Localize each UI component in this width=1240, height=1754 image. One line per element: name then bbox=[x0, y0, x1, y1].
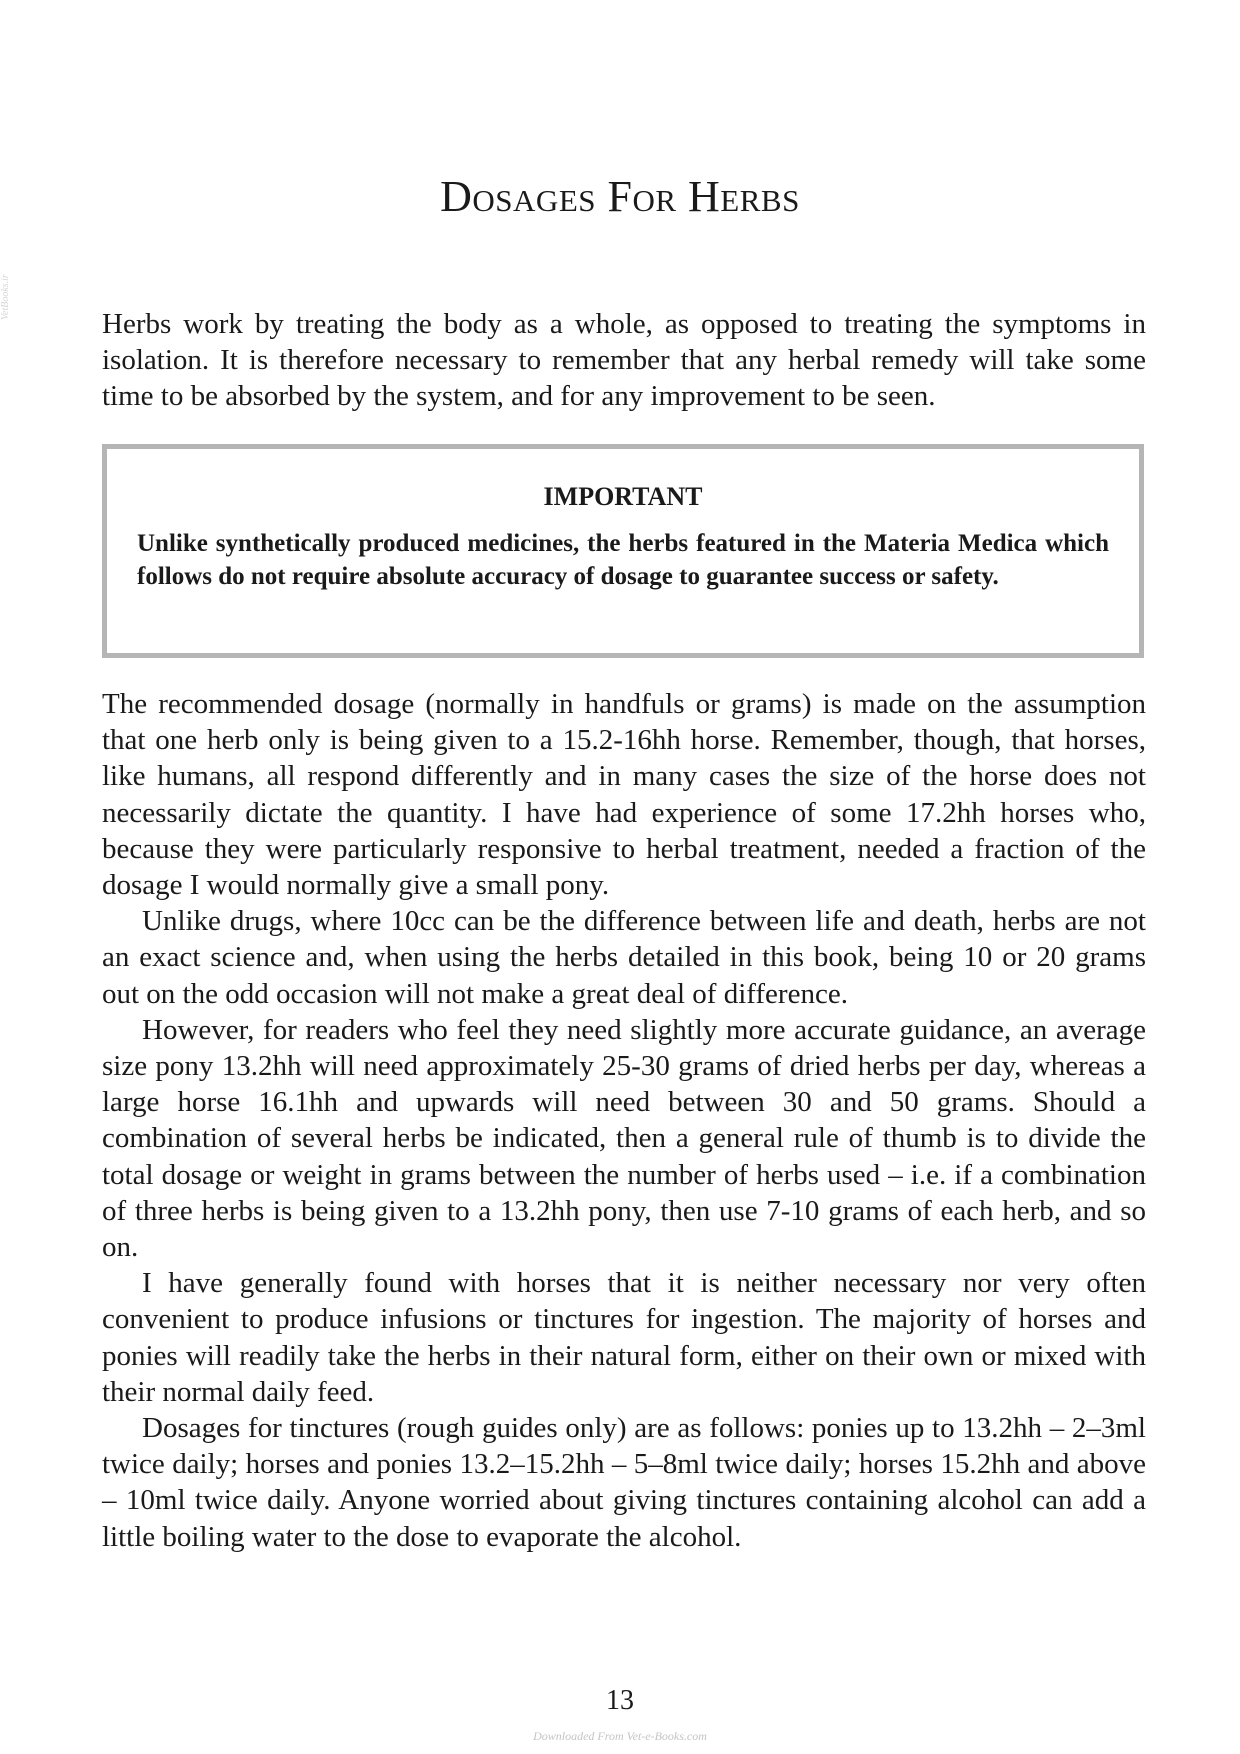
important-text: Unlike synthetically produced medicines, the herbs featured in the Materia Medica which follows do not require absolute accuracy of dosage to guarantee success or safety. bbox=[137, 530, 1109, 590]
paragraph-natural-form: I have generally found with horses that it is neither necessary nor very often convenient to produce infusions or tinctures for ingestion. The majority of horses and ponies will readily take the herbs in their natural form, either on their own or mixed with their normal daily feed. bbox=[102, 1267, 1146, 1408]
paragraph-dosage-assumption: The recommended dosage (normally in handfuls or grams) is made on the assumption that one herb only is being given to a 15.2-16hh horse. Remember, though, that horses, like humans, all respond differently and in many cases the size of the horse does not necessarily dictate the quantity. I have had experience of some 17.2hh horses who, because they were particularly responsive to herbal treatment, needed a fraction of the dosage I would normally give a small pony. bbox=[102, 688, 1146, 902]
paragraph-tincture-dosages: Dosages for tinctures (rough guides only) are as follows: ponies up to 13.2hh – 2–3ml twice daily; horses and ponies 13.2–15.2hh – 5–8ml twice daily; horses 15.2hh and above – 10ml twice daily. Anyone worried about giving tinctures containing alcohol can add a little boiling water to the dose to evaporate the alcohol. bbox=[102, 1412, 1146, 1553]
paragraph-not-exact-science: Unlike drugs, where 10cc can be the difference between life and death, herbs are not an exact science and, when using the herbs detailed in this book, being 10 or 20 grams out on the odd occasion will not make a great deal of difference. bbox=[102, 905, 1146, 1010]
intro-paragraph: Herbs work by treating the body as a whole, as opposed to treating the symptoms in isolation. It is therefore necessary to remember that any herbal remedy will take some time to be absorbed by the system, and for any improvement to be seen. bbox=[102, 308, 1146, 412]
paragraph-accurate-guidance: However, for readers who feel they need slightly more accurate guidance, an average size pony 13.2hh will need approximately 25-30 grams of dried herbs per day, whereas a large horse 16.1hh and upwards will need between 30 and 50 grams. Should a combination of several herbs be indicated, then a general rule of thumb is to divide the total dosage or weight in grams between the number of herbs used – i.e. if a combination of three herbs is being given to a 13.2hh pony, then use 7-10 grams of each herb, and so on. bbox=[102, 1013, 1146, 1264]
important-heading: IMPORTANT bbox=[543, 482, 703, 511]
side-watermark: VetBooks.ir bbox=[0, 274, 11, 320]
page-title: Dosages For Herbs bbox=[440, 172, 800, 221]
body-text bbox=[102, 686, 1146, 1555]
important-notice-box bbox=[102, 444, 1144, 658]
footer-watermark: Downloaded From Vet-e-Books.com bbox=[533, 1729, 707, 1743]
page-number: 13 bbox=[606, 1685, 634, 1716]
